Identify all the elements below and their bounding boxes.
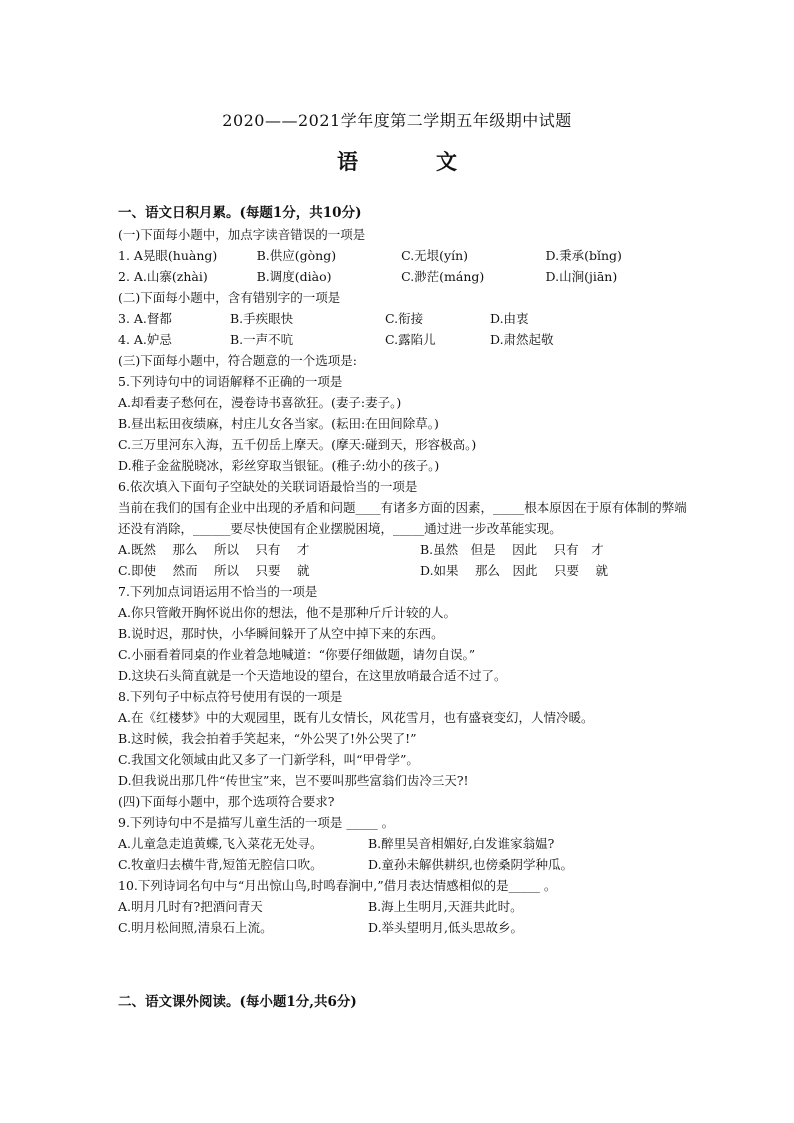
q2-option-b: B.调度(diào) <box>256 269 332 284</box>
question-3 <box>118 308 690 329</box>
q7-option-a: A.你只管敞开胸怀说出你的想法，他不是那种斤斤计较的人。 <box>118 605 457 620</box>
q3-option-c: C.衔接 <box>385 311 424 326</box>
q10-option-c: C.明月松间照,清泉石上流。 <box>118 920 273 935</box>
q5-option-a: A.却看妻子愁何在，漫卷诗书喜欲狂。(妻子:妻子。) <box>118 395 402 410</box>
section-1 <box>118 202 690 938</box>
question-1 <box>118 245 690 266</box>
q7-option-c: C.小丽看着同桌的作业着急地喊道：“你要仔细做题，请勿自误。” <box>118 647 476 662</box>
exam-title: 2020——2021学年度第二学期五年级期中试题 <box>222 111 572 130</box>
q4-option-c: C.露陷儿 <box>385 332 436 347</box>
q6-option-b: B.虽然 但是 因此 只有 才 <box>420 542 604 557</box>
q1-option-b: B.供应(gòng) <box>256 248 337 263</box>
q8-stem: 8.下列句子中标点符号使用有误的一项是 <box>118 689 343 704</box>
q10-option-b: B.海上生明月,天涯共此时。 <box>368 899 523 914</box>
q8-option-c: C.我国文化领域由此又多了一门新学科，叫“甲骨学”。 <box>118 752 419 767</box>
q1-option-d: D.秉承(bǐng) <box>545 248 622 263</box>
q7-option-d: D.这块石头简直就是一个天造地设的望台，在这里放哨最合适不过了。 <box>118 668 507 683</box>
q4-option-b: B.一声不吭 <box>230 332 294 347</box>
q1-option-a: 1. A晃眼(huàng) <box>118 248 218 263</box>
q1-option-c: C.无垠(yín) <box>401 248 469 263</box>
subject-char-2: 文 <box>436 149 457 174</box>
q6-stem: 6.依次填入下面句子空缺处的关联词语最恰当的一项是 <box>118 479 418 494</box>
subject-char-1: 语 <box>337 149 358 174</box>
q9-option-a: A.儿童急走追黄蝶,飞入菜花无处寻。 <box>118 836 323 851</box>
q8-option-b: B.这时候，我会拍着手笑起来，“外公哭了!外公哭了!” <box>118 731 417 746</box>
q6-option-d: D.如果 那么 因此 只要 就 <box>420 563 608 578</box>
q9-stem: 9.下列诗句中不是描写儿童生活的一项是 _____ 。 <box>118 815 395 830</box>
q5-stem: 5.下列诗句中的词语解释不正确的一项是 <box>118 374 343 389</box>
q6-option-a: A.既然 那么 所以 只有 才 <box>118 542 310 557</box>
section-1-heading: 一、语文日积月累。(每题1分，共10分) <box>118 205 362 221</box>
part-2-heading: (二)下面每小题中，含有错别字的一项是 <box>118 290 341 305</box>
q7-stem: 7.下列加点词语运用不恰当的一项是 <box>118 584 318 599</box>
q9-options-row-2 <box>118 854 690 875</box>
part-3-heading: (三)下面每小题中，符合题意的一个选项是: <box>118 353 357 368</box>
q4-option-d: D.肃然起敬 <box>490 332 554 347</box>
part-1-heading: (一)下面每小题中，加点字读音错误的一项是 <box>118 227 366 242</box>
question-4 <box>118 329 690 350</box>
q5-option-b: B.昼出耘田夜绩麻，村庄儿女各当家。(耘田:在田间除草。) <box>118 416 439 431</box>
q10-stem: 10.下列诗词名句中与“月出惊山鸟,时鸣春涧中,”借月表达情感相似的是_____ 。 <box>118 878 557 893</box>
q3-option-b: B.手疾眼快 <box>230 311 294 326</box>
q10-option-a: A.明月几时有?把酒问青天 <box>118 899 263 914</box>
q10-option-d: D.举头望明月,低头思故乡。 <box>368 920 524 935</box>
q8-option-a: A.在《红楼梦》中的大观园里，既有儿女情长，风花雪月，也有盛衰变幻，人情冷暖。 <box>118 710 594 725</box>
q4-option-a: 4. A.妒忌 <box>118 332 172 347</box>
q10-options-row-1 <box>118 896 690 917</box>
question-2 <box>118 266 690 287</box>
section-2-heading: 二、语文课外阅读。(每小题1分,共6分) <box>118 994 357 1010</box>
q9-option-c: C.牧童归去横牛背,短笛无腔信口吹。 <box>118 857 323 872</box>
q6-options-row-1 <box>118 539 690 560</box>
q7-option-b: B.说时迟，那时快，小华瞬间躲开了从空中掉下来的东西。 <box>118 626 444 641</box>
q6-options-row-2 <box>118 560 690 581</box>
part-4-heading: (四)下面每小题中，那个选项符合要求? <box>118 794 335 809</box>
q2-option-a: 2. A.山寨(zhài) <box>118 269 208 284</box>
q8-option-d: D.但我说出那几件“传世宝”来，岂不要叫那些富翁们齿冷三天?! <box>118 773 469 788</box>
q10-options-row-2 <box>118 917 690 938</box>
q3-option-d: D.由衷 <box>490 311 529 326</box>
q2-option-c: C.渺茫(máng) <box>401 269 485 284</box>
q9-option-b: B.醉里吴音相媚好,白发谁家翁媪? <box>368 836 555 851</box>
q2-option-d: D.山涧(jiān) <box>545 269 618 284</box>
q9-options-row-1 <box>118 833 690 854</box>
q5-option-c: C.三万里河东入海，五千仞岳上摩天。(摩天:碰到天，形容极高。) <box>118 437 477 452</box>
subject-title <box>0 146 794 176</box>
q6-passage: 当前在我们的国有企业中出现的矛盾和问题____有诸多方面的因素，_____根本原因在于原有体制的弊端还没有消除，______要尽快使国有企业摆脱困境，_____通过进一步改革能实现。 <box>118 500 687 536</box>
q3-option-a: 3. A.督都 <box>118 311 172 326</box>
q9-option-d: D.童孙未解供耕织,也傍桑阴学种瓜。 <box>368 857 574 872</box>
q5-option-d: D.稚子金盆脱晓冰，彩丝穿取当银钲。(稚子:幼小的孩子。) <box>118 458 440 473</box>
q6-option-c: C.即使 然而 所以 只要 就 <box>118 563 310 578</box>
